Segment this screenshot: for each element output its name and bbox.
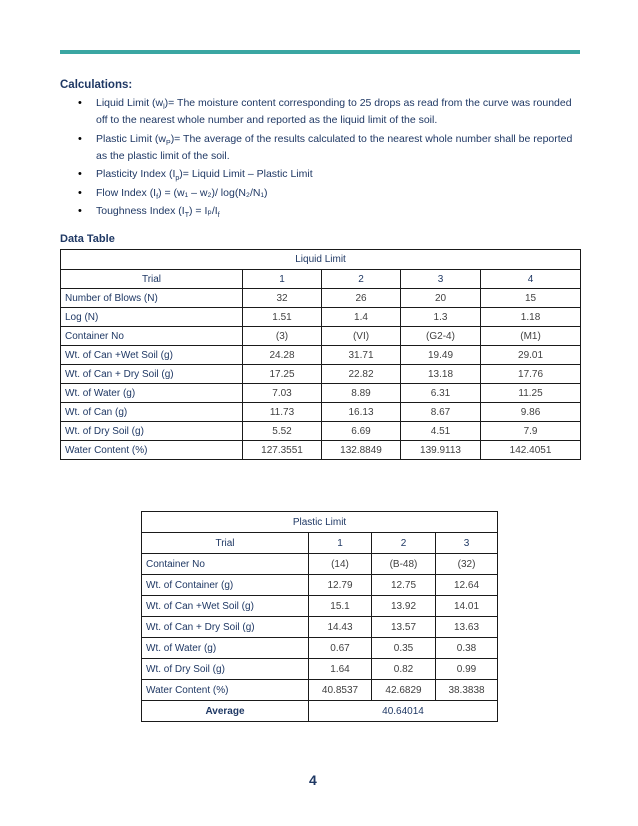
table-row	[61, 422, 581, 441]
table-cell: 1.4	[322, 308, 401, 327]
table-header-row	[61, 270, 581, 289]
table-cell: 29.01	[481, 346, 581, 365]
table-row	[61, 346, 581, 365]
table-cell: (VI)	[322, 327, 401, 346]
calculation-item	[60, 131, 580, 165]
column-header: Trial	[61, 270, 243, 289]
table-cell: 11.25	[481, 384, 581, 403]
calculation-text: Plastic Limit (w	[96, 132, 167, 145]
table-cell: 17.76	[481, 365, 581, 384]
calculation-subscript: l	[163, 104, 165, 112]
table-cell: 0.35	[372, 638, 436, 659]
table-cell: 20	[401, 289, 481, 308]
table-row	[61, 403, 581, 422]
header-rule	[60, 50, 580, 54]
calculation-text: )= The moisture content corresponding to 25 drops as read from the curve was rounded off to the nearest whole number and reported as the liquid limit of the soil.	[96, 97, 572, 126]
row-label: Log (N)	[61, 308, 243, 327]
page-number: 4	[309, 772, 317, 788]
table-cell: 0.99	[436, 659, 498, 680]
calculation-item	[60, 166, 580, 183]
column-header: 4	[481, 270, 581, 289]
calculation-text: )= Liquid Limit – Plastic Limit	[179, 168, 313, 180]
plastic-limit-title: Plastic Limit	[142, 512, 498, 533]
table-cell: 19.49	[401, 346, 481, 365]
table-cell: (B-48)	[372, 554, 436, 575]
table-cell: 5.52	[243, 422, 322, 441]
table-cell: (G2-4)	[401, 327, 481, 346]
table-header-row	[142, 533, 498, 554]
column-header: 3	[401, 270, 481, 289]
row-label: Wt. of Can +Wet Soil (g)	[61, 346, 243, 365]
table-cell: 12.64	[436, 575, 498, 596]
average-value: 40.64014	[309, 701, 498, 722]
table-cell: 16.13	[322, 403, 401, 422]
table-cell: 12.79	[309, 575, 372, 596]
table-cell: 38.3838	[436, 680, 498, 701]
column-header: 3	[436, 533, 498, 554]
row-label: Wt. of Water (g)	[61, 384, 243, 403]
table-cell: 0.82	[372, 659, 436, 680]
liquid-limit-table	[60, 249, 581, 460]
table-cell: 6.69	[322, 422, 401, 441]
calculation-text: )= The average of the results calculated to the nearest whole number shall be reported as the plastic limit of the soil.	[96, 132, 573, 162]
table-row	[142, 680, 498, 701]
liquid-limit-title: Liquid Limit	[61, 250, 581, 270]
row-label: Wt. of Can + Dry Soil (g)	[61, 365, 243, 384]
average-row	[142, 701, 498, 722]
column-header: 2	[322, 270, 401, 289]
table-cell: 13.92	[372, 596, 436, 617]
table-cell: 7.9	[481, 422, 581, 441]
calculation-subscript: p	[175, 175, 180, 183]
plastic-limit-table	[141, 511, 498, 722]
table-cell: 1.51	[243, 308, 322, 327]
calculation-text: ) = (w₁ – w₂)/ log(N₂/N₁)	[158, 186, 268, 199]
table-row	[142, 659, 498, 680]
row-label: Container No	[142, 554, 309, 575]
table-cell: 6.31	[401, 384, 481, 403]
table-cell: 139.9113	[401, 441, 481, 460]
table-cell: 127.3551	[243, 441, 322, 460]
calculation-subscript: f	[217, 212, 220, 220]
table-row	[142, 617, 498, 638]
calculations-heading: Calculations:	[60, 79, 133, 91]
row-label: Wt. of Dry Soil (g)	[61, 422, 243, 441]
table-cell: 12.75	[372, 575, 436, 596]
table-cell: 9.86	[481, 403, 581, 422]
table-cell: 11.73	[243, 403, 322, 422]
table-cell: 13.18	[401, 365, 481, 384]
table-cell: 142.4051	[481, 441, 581, 460]
table-cell: 8.89	[322, 384, 401, 403]
table-cell: 31.71	[322, 346, 401, 365]
table-row	[61, 289, 581, 308]
row-label: Wt. of Water (g)	[142, 638, 309, 659]
table-cell: 4.51	[401, 422, 481, 441]
row-label: Wt. of Container (g)	[142, 575, 309, 596]
calculation-text: ) = Iₚ/I	[189, 205, 218, 217]
calculation-subscript: P	[166, 139, 171, 147]
calculations-list	[60, 95, 580, 222]
table-cell: 8.67	[401, 403, 481, 422]
calculation-item	[60, 95, 580, 129]
table-cell: 13.57	[372, 617, 436, 638]
calculation-text: Toughness Index (I	[96, 205, 185, 217]
table-row	[142, 575, 498, 596]
table-cell: (3)	[243, 327, 322, 346]
data-table-heading: Data Table	[60, 233, 115, 245]
table-row	[61, 308, 581, 327]
table-cell: 26	[322, 289, 401, 308]
table-row	[142, 554, 498, 575]
table-cell: 14.43	[309, 617, 372, 638]
row-label: Wt. of Can + Dry Soil (g)	[142, 617, 309, 638]
table-row	[142, 638, 498, 659]
table-cell: 13.63	[436, 617, 498, 638]
calculation-item	[60, 203, 580, 220]
calculation-subscript: T	[184, 212, 190, 220]
table-row	[61, 384, 581, 403]
calculation-text: Flow Index (I	[96, 186, 157, 199]
row-label: Wt. of Can (g)	[61, 403, 243, 422]
calculation-text: Liquid Limit (w	[96, 97, 164, 109]
table-cell: (14)	[309, 554, 372, 575]
table-cell: (32)	[436, 554, 498, 575]
table-row	[142, 596, 498, 617]
column-header: Trial	[142, 533, 309, 554]
row-label: Water Content (%)	[61, 441, 243, 460]
table-title-row	[61, 250, 581, 270]
table-cell: 22.82	[322, 365, 401, 384]
table-cell: 0.67	[309, 638, 372, 659]
table-cell: 17.25	[243, 365, 322, 384]
table-cell: 15.1	[309, 596, 372, 617]
row-label: Number of Blows (N)	[61, 289, 243, 308]
table-cell: (M1)	[481, 327, 581, 346]
column-header: 1	[243, 270, 322, 289]
column-header: 2	[372, 533, 436, 554]
table-cell: 32	[243, 289, 322, 308]
table-cell: 7.03	[243, 384, 322, 403]
calculation-text: Plasticity Index (I	[96, 168, 176, 180]
table-row	[61, 327, 581, 346]
table-title-row	[142, 512, 498, 533]
table-cell: 1.64	[309, 659, 372, 680]
table-cell: 1.3	[401, 308, 481, 327]
row-label: Wt. of Can +Wet Soil (g)	[142, 596, 309, 617]
table-cell: 40.8537	[309, 680, 372, 701]
column-header: 1	[309, 533, 372, 554]
table-row	[61, 365, 581, 384]
table-cell: 42.6829	[372, 680, 436, 701]
row-label: Wt. of Dry Soil (g)	[142, 659, 309, 680]
table-row	[61, 441, 581, 460]
calculation-subscript: f	[156, 193, 159, 201]
table-cell: 15	[481, 289, 581, 308]
table-cell: 1.18	[481, 308, 581, 327]
row-label: Container No	[61, 327, 243, 346]
calculation-item	[60, 185, 580, 202]
table-cell: 14.01	[436, 596, 498, 617]
table-cell: 132.8849	[322, 441, 401, 460]
table-cell: 24.28	[243, 346, 322, 365]
row-label: Water Content (%)	[142, 680, 309, 701]
table-cell: 0.38	[436, 638, 498, 659]
average-label: Average	[142, 701, 309, 722]
